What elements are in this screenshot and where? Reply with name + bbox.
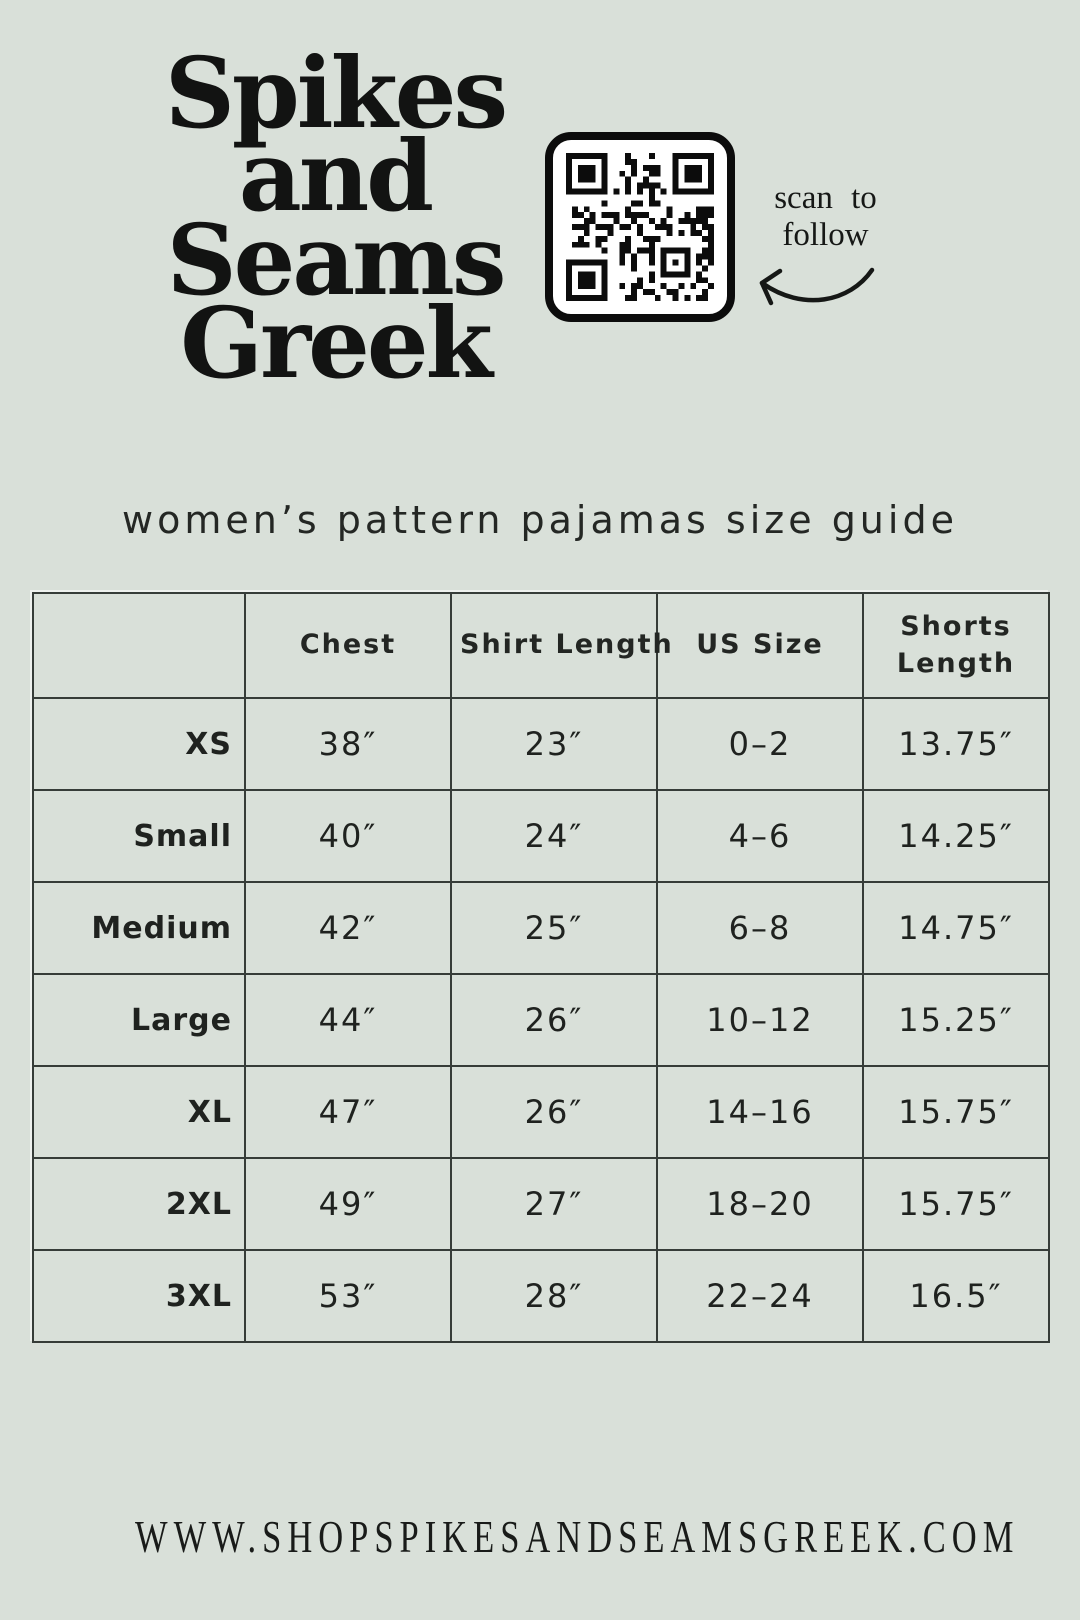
column-header-shirt-length: Shirt Length [451,593,657,698]
scan-to-follow-label [738,180,913,254]
table-cell: 26″ [451,974,657,1066]
table-cell: 53″ [245,1250,451,1342]
logo-line: and [238,119,432,234]
table-cell: 14–16 [657,1066,863,1158]
table-cell: 40″ [245,790,451,882]
table-cell: 15.75″ [863,1158,1049,1250]
scan-caption-line: follow [782,216,869,253]
logo-line: Seams [166,202,504,317]
qr-code-icon [566,153,714,301]
table-row [33,790,1049,882]
table-row [33,882,1049,974]
table-cell: 27″ [451,1158,657,1250]
row-label: Large [33,974,245,1066]
website-url: WWW.SHOPSPIKESANDSEAMSGREEK.COM [135,1511,1020,1562]
row-label: 2XL [33,1158,245,1250]
table-cell: 22–24 [657,1250,863,1342]
logo-line: Greek [180,286,490,401]
table-cell: 49″ [245,1158,451,1250]
column-header [33,593,245,698]
table-cell: 47″ [245,1066,451,1158]
table-cell: 25″ [451,882,657,974]
row-label: Medium [33,882,245,974]
curved-arrow-icon [748,256,880,314]
column-header-us-size: US Size [657,593,863,698]
table-row [33,1250,1049,1342]
logo-line: Spikes [164,36,506,150]
page-title: women’s pattern pajamas size guide [122,498,958,542]
table-cell: 23″ [451,698,657,790]
table-cell: 4–6 [657,790,863,882]
table-cell: 14.75″ [863,882,1049,974]
table-cell: 26″ [451,1066,657,1158]
table-cell: 10–12 [657,974,863,1066]
table-cell: 28″ [451,1250,657,1342]
scan-caption-line: scan to [774,180,877,216]
table-cell: 15.75″ [863,1066,1049,1158]
table-row [33,974,1049,1066]
table-cell: 44″ [245,974,451,1066]
table-cell: 38″ [245,698,451,790]
table-row [33,1158,1049,1250]
table-cell: 15.25″ [863,974,1049,1066]
table-cell: 0–2 [657,698,863,790]
table-cell: 16.5″ [863,1250,1049,1342]
row-label: XS [33,698,245,790]
table-cell: 14.25″ [863,790,1049,882]
table-cell: 13.75″ [863,698,1049,790]
table-row [33,1066,1049,1158]
row-label: XL [33,1066,245,1158]
column-header-chest: Chest [245,593,451,698]
table-cell: 24″ [451,790,657,882]
row-label: Small [33,790,245,882]
size-table [32,592,1050,1343]
brand-logo [140,36,530,401]
table-row [33,698,1049,790]
table-header-row [33,593,1049,698]
qr-code [545,132,735,322]
row-label: 3XL [33,1250,245,1342]
table-cell: 18–20 [657,1158,863,1250]
table-cell: 42″ [245,882,451,974]
column-header-shorts-length: Shorts Length [863,593,1049,698]
table-cell: 6–8 [657,882,863,974]
